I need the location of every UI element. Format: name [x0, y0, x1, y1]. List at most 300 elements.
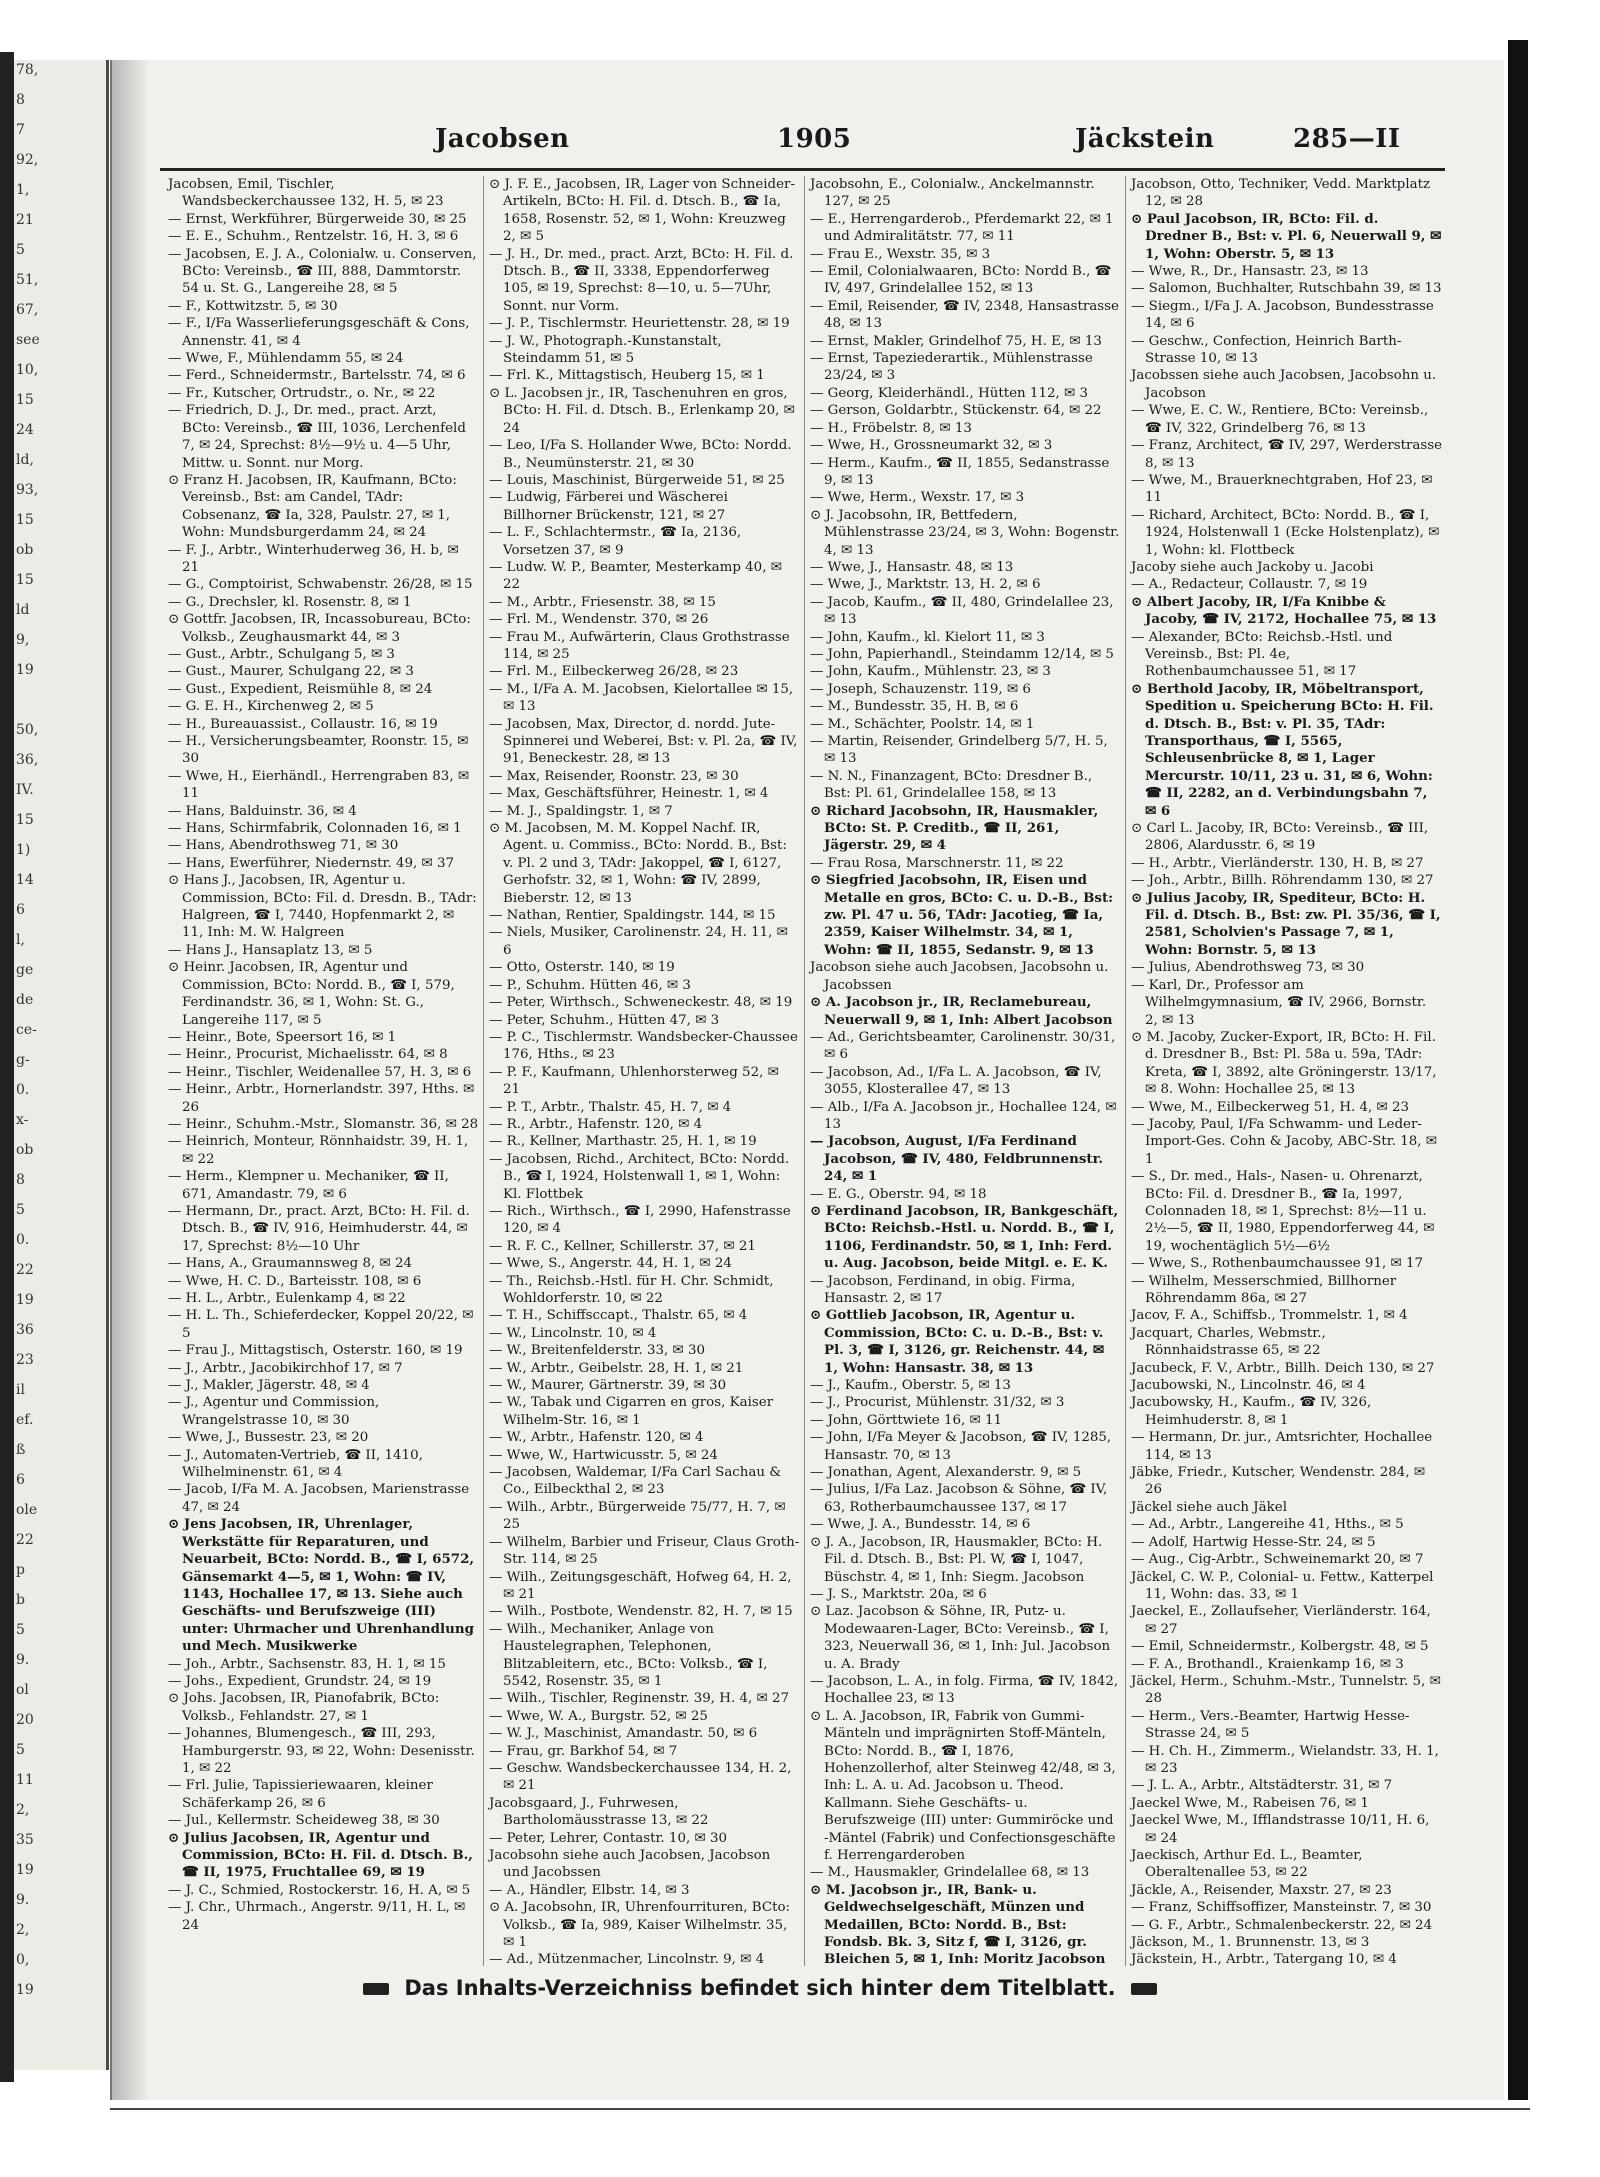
directory-entry: — Franz, Schiffsoffizer, Mansteinstr. 7, ✉ 30 — [1131, 1900, 1432, 1916]
directory-entry: — L. F., Schlachtermstr., ☎ Ia, 2136, Vorsetzen 37, ✉ 9 — [489, 525, 742, 558]
directory-entry: — Wwe, S., Rothenbaumchaussee 91, ✉ 17 — [1131, 1256, 1423, 1272]
directory-entry: ⊙ Richard Jacobsohn, IR, Hausmakler, BCto: St. P. Creditb., ☎ II, 261, Jägerstr. 29, ✉ 4 — [810, 802, 1099, 854]
edge-fragment: IV. — [16, 782, 34, 798]
directory-entry: Jäckle, A., Reisender, Maxstr. 27, ✉ 23 — [1131, 1882, 1392, 1898]
directory-entry: — Louis, Maschinist, Bürgerweide 51, ✉ 25 — [489, 472, 785, 488]
directory-entry: — G., Comptoirist, Schwabenstr. 26/28, ✉ 15 — [168, 577, 473, 593]
directory-entry: — Ludw. W. P., Beamter, Mesterkamp 40, ✉ 22 — [489, 559, 782, 593]
directory-entry: Jaeckel Wwe, M., Rabeisen 76, ✉ 1 — [1131, 1795, 1369, 1811]
directory-entry: — Gerson, Goldarbtr., Stückenstr. 64, ✉ 22 — [810, 403, 1102, 419]
directory-entry: Jaeckel, E., Zollaufseher, Vierländerstr. 164, ✉ 27 — [1131, 1604, 1431, 1637]
directory-entry: Jäckson, M., 1. Brunnenstr. 13, ✉ 3 — [1131, 1935, 1370, 1951]
edge-fragment: ol — [16, 1682, 29, 1698]
edge-fragment: 14 — [16, 872, 34, 888]
directory-entry: — R., Kellner, Marthastr. 25, H. 1, ✉ 19 — [489, 1134, 757, 1150]
directory-entry: Jaeckel Wwe, M., Ifflandstrasse 10/11, H. 6, ✉ 24 — [1131, 1813, 1430, 1846]
directory-entry: — Siegm., I/Fa J. A. Jacobson, Bundesstrasse 14, ✉ 6 — [1131, 298, 1434, 332]
directory-entry: — F., I/Fa Wasserlieferungsgeschäft & Cons, Annenstr. 41, ✉ 4 — [168, 316, 470, 349]
directory-entry: — Jacobsen, Waldemar, I/Fa Carl Sachau & Co., Eilbeckthal 2, ✉ 23 — [489, 1465, 782, 1498]
directory-entry: — W., Arbtr., Geibelstr. 28, H. 1, ✉ 21 — [489, 1360, 744, 1376]
directory-entry: — Hans, Ewerführer, Niedernstr. 49, ✉ 37 — [168, 855, 455, 871]
directory-entry: — P. C., Tischlermstr. Wandsbecker-Chaussee 176, Hths., ✉ 23 — [489, 1029, 798, 1063]
directory-entry: — Frl. M., Wendenstr. 370, ✉ 26 — [489, 612, 709, 628]
directory-entry: — John, Kaufm., Mühlenstr. 23, ✉ 3 — [810, 664, 1051, 680]
directory-entry: — H. L., Arbtr., Eulenkamp 4, ✉ 22 — [168, 1291, 406, 1306]
directory-entry: ⊙ Ferdinand Jacobson, IR, Bankgeschäft, BCto: Reichsb.-Hstl. u. Nordd. B., ☎ I, 1106, Ferdinandstr. 50, ✉ 1, Inh: Ferd. u. Aug. Jacobson, beide Mitgl. e. E. K. — [810, 1202, 1119, 1272]
directory-entry: — G. E. H., Kirchenweg 2, ✉ 5 — [168, 699, 374, 715]
directory-entry: — P. F., Kaufmann, Uhlenhorsterweg 52, ✉ 21 — [489, 1064, 779, 1098]
directory-entry: ⊙ Albert Jacoby, IR, I/Fa Knibbe & Jacoby, ☎ IV, 2172, Hochallee 75, ✉ 13 — [1131, 593, 1437, 628]
edge-fragment: 0. — [16, 1232, 30, 1248]
directory-entry: — M. J., Spaldingstr. 1, ✉ 7 — [489, 803, 673, 819]
directory-entry: — Julius, Abendrothsweg 73, ✉ 30 — [1131, 960, 1365, 976]
pointing-hand-icon — [1131, 1983, 1157, 1995]
directory-entry: Jäckel siehe auch Jäkel — [1131, 1499, 1287, 1515]
directory-entry: — H. L. Th., Schieferdecker, Koppel 20/22, ✉ 5 — [168, 1308, 474, 1341]
edge-fragment: 5 — [16, 1202, 25, 1218]
directory-entry: — Gust., Arbtr., Schulgang 5, ✉ 3 — [168, 646, 395, 662]
directory-entry: — Emil, Reisender, ☎ IV, 2348, Hansastrasse 48, ✉ 13 — [810, 298, 1119, 332]
directory-entry: — W., Tabak und Cigarren en gros, Kaiser Wilhelm-Str. 16, ✉ 1 — [489, 1395, 774, 1428]
edge-fragment: b — [16, 1592, 25, 1608]
edge-fragment: 78, — [16, 62, 39, 78]
directory-entry: — Wilhelm, Messerschmied, Billhorner Röhrendamm 86a, ✉ 27 — [1131, 1273, 1397, 1306]
directory-columns — [163, 176, 1448, 1966]
edge-fragment: 0. — [16, 1082, 30, 1098]
directory-entry: — Hermann, Dr. jur., Amtsrichter, Hochallee 114, ✉ 13 — [1131, 1430, 1433, 1463]
spine-shadow — [0, 52, 14, 2082]
directory-entry: ⊙ M. Jacobson jr., IR, Bank- u. Geldwechselgeschäft, Münzen und Medaillen, BCto: Nordd. B., Bst: Fondsb. Bk. 3, Sitz f, ☎ I, 3126, gr. Bleichen 5, ✉ 1, Inh: Moritz Jacobson — [810, 1881, 1106, 1966]
edge-fragment: g- — [16, 1052, 30, 1068]
directory-entry: — J., Arbtr., Jacobikirchhof 17, ✉ 7 — [168, 1360, 403, 1376]
directory-entry: ⊙ Paul Jacobson, IR, BCto: Fil. d. Dredner B., Bst: v. Pl. 6, Neuerwall 9, ✉ 1, Wohn: Oberstr. 5, ✉ 13 — [1131, 210, 1442, 262]
directory-entry: Jacoby siehe auch Jackoby u. Jacobi — [1131, 559, 1374, 575]
directory-entry: — Nathan, Rentier, Spaldingstr. 144, ✉ 15 — [489, 908, 776, 924]
edge-fragment: 24 — [16, 422, 34, 438]
footer-note — [310, 1976, 1210, 2006]
directory-entry: — Wwe, R., Dr., Hansastr. 23, ✉ 13 — [1131, 264, 1369, 280]
page-number: 285—II — [1293, 124, 1401, 154]
directory-entry: — J. Chr., Uhrmach., Angerstr. 9/11, H. L, ✉ 24 — [168, 1900, 466, 1933]
directory-entry: — Th., Reichsb.-Hstl. für H. Chr. Schmidt, Wohldorferstr. 10, ✉ 22 — [489, 1273, 774, 1306]
edge-fragment: 67, — [16, 302, 39, 318]
directory-entry: — Wwe, H. C. D., Barteisstr. 108, ✉ 6 — [168, 1273, 422, 1289]
edge-fragment: 2, — [16, 1802, 30, 1818]
edge-fragment: 5 — [16, 242, 25, 258]
directory-entry: — John, Papierhandl., Steindamm 12/14, ✉ 5 — [810, 646, 1114, 662]
directory-entry: — G., Drechsler, kl. Rosenstr. 8, ✉ 1 — [168, 594, 412, 610]
edge-fragment: ge — [16, 962, 34, 978]
directory-entry: — Geschw. Wandsbeckerchaussee 134, H. 2, ✉ 21 — [489, 1760, 792, 1794]
directory-entry: Jäckel, Herm., Schuhm.-Mstr., Tunnelstr. 5, ✉ 28 — [1131, 1673, 1441, 1707]
directory-entry: Jäckstein, H., Arbtr., Tatergang 10, ✉ 4 — [1131, 1952, 1397, 1966]
directory-entry: ⊙ Jens Jacobsen, IR, Uhrenlager, Werkstätte für Reparaturen, und Neuarbeit, BCto: Nordd. B., ☎ I, 6572, Gänsemarkt 4—5, ✉ 1, Wohn: ☎ IV, 1143, Hochallee 17, ✉ 13. Siehe auch Geschäfts- und Berufszweige (III) unter: Uhrmacher und Uhrenhandlung und Mech. Musikwerke — [168, 1516, 475, 1655]
directory-entry: Jacubowski, N., Lincolnstr. 46, ✉ 4 — [1131, 1378, 1366, 1394]
edge-fragment: 9. — [16, 1892, 30, 1908]
directory-entry: Jacobson siehe auch Jacobsen, Jacobsohn u. Jacobssen — [810, 960, 1109, 993]
directory-entry: ⊙ M. Jacobsen, M. M. Koppel Nachf. IR, Agent. u. Commiss., BCto: Nordd. B., Bst: v. Pl. 2 und 3, TAdr: Jakoppel, ☎ I, 6127, Gerhofstr. 32, ✉ 1, Wohn: ☎ IV, 2899, Bieberstr. 12, ✉ 13 — [489, 821, 787, 906]
edge-fragment: 9, — [16, 632, 30, 648]
directory-entry: — Leo, I/Fa S. Hollander Wwe, BCto: Nordd. B., Neumünsterstr. 21, ✉ 30 — [489, 438, 792, 471]
directory-entry: — J. W., Photograph.-Kunstanstalt, Steindamm 51, ✉ 5 — [489, 333, 722, 367]
directory-entry: — Niels, Musiker, Carolinenstr. 24, H. 11, ✉ 6 — [489, 925, 788, 958]
directory-entry: Jacov, F. A., Schiffsb., Trommelstr. 1, ✉ 4 — [1131, 1308, 1408, 1324]
directory-entry: ⊙ Gottfr. Jacobsen, IR, Incassobureau, BCto: Volksb., Zeughausmarkt 44, ✉ 3 — [168, 612, 471, 645]
directory-entry: — Jacobson, Ferdinand, in obig. Firma, Hansastr. 2, ✉ 17 — [810, 1273, 1076, 1306]
directory-entry: — Hans, Abendrothsweg 71, ✉ 30 — [168, 838, 399, 854]
directory-entry: — Jacoby, Paul, I/Fa Schwamm- und Leder-Import-Ges. Cohn & Jacoby, ABC-Str. 18, ✉ 1 — [1131, 1116, 1438, 1167]
edge-fragment: ce- — [16, 1022, 37, 1038]
directory-entry: — Joseph, Schauzenstr. 119, ✉ 6 — [810, 681, 1031, 697]
directory-entry: — Peter, Schuhm., Hütten 47, ✉ 3 — [489, 1012, 720, 1028]
directory-entry: — Hermann, Dr., pract. Arzt, BCto: H. Fil. d. Dtsch. B., ☎ IV, 916, Heimhuderstr. 44, ✉ 17, Sprechst: 8½—10 Uhr — [168, 1203, 470, 1254]
directory-entry: — Geschw., Confection, Heinrich Barth-Strasse 10, ✉ 13 — [1131, 333, 1402, 367]
directory-entry: — W., Breitenfelderstr. 33, ✉ 30 — [489, 1343, 706, 1359]
edge-fragment: 92, — [16, 152, 39, 168]
directory-entry: — Ferd., Schneidermstr., Bartelsstr. 74, ✉ 6 — [168, 368, 466, 384]
edge-fragment: 0, — [16, 1952, 30, 1968]
directory-entry: — M., Hausmakler, Grindelallee 68, ✉ 13 — [810, 1865, 1090, 1881]
directory-entry: — T. H., Schiffsccapt., Thalstr. 65, ✉ 4 — [489, 1308, 748, 1324]
edge-fragment: 93, — [16, 482, 39, 498]
directory-entry: — Julius, I/Fa Laz. Jacobson & Söhne, ☎ IV, 63, Rotherbaumchaussee 137, ✉ 17 — [810, 1482, 1108, 1515]
directory-entry: — J. H., Dr. med., pract. Arzt, BCto: H. Fil. d. Dtsch. B., ☎ II, 3338, Eppendorferweg 105, ✉ 19, Sprechst: 8—10, u. 5—7Uhr, Sonnt. nur Vorm. — [489, 246, 794, 314]
directory-entry: — Emil, Colonialwaaren, BCto: Nordd B., ☎ IV, 497, Grindelallee 152, ✉ 13 — [810, 264, 1112, 297]
directory-entry: — H. Ch. H., Zimmerm., Wielandstr. 33, H. 1, ✉ 23 — [1131, 1743, 1439, 1776]
directory-entry: — Frau J., Mittagstisch, Osterstr. 160, ✉ 19 — [168, 1343, 463, 1359]
edge-fragment: 15 — [16, 512, 34, 528]
directory-entry: — Ad., Arbtr., Langereihe 41, Hths., ✉ 5 — [1131, 1517, 1404, 1533]
directory-entry: — Otto, Osterstr. 140, ✉ 19 — [489, 960, 675, 976]
directory-entry: — Heinr., Procurist, Michaelisstr. 64, ✉ 8 — [168, 1047, 448, 1063]
edge-fragment: 11 — [16, 1772, 34, 1788]
directory-entry: — R. F. C., Kellner, Schillerstr. 37, ✉ 21 — [489, 1238, 756, 1254]
directory-entry: — Wilh., Mechaniker, Anlage von Haustelegraphen, Telephonen, Blitzableitern, etc., BCto: Volksb., ☎ I, 5542, Rosenstr. 35, ✉ 1 — [489, 1621, 768, 1689]
edge-fragment: 22 — [16, 1262, 34, 1278]
directory-entry: — H., Arbtr., Vierländerstr. 130, H. B, ✉ 27 — [1131, 855, 1424, 871]
directory-entry: — Wwe, M., Brauerknechtgraben, Hof 23, ✉ 11 — [1131, 472, 1433, 506]
directory-entry: — Max, Reisender, Roonstr. 23, ✉ 30 — [489, 768, 739, 784]
header-last-entry: Jäckstein — [1075, 124, 1215, 154]
directory-entry: Jacobson, Otto, Techniker, Vedd. Marktplatz 12, ✉ 28 — [1131, 177, 1431, 210]
directory-entry: — Wwe, W., Hartwicusstr. 5, ✉ 24 — [489, 1447, 718, 1463]
edge-fragment: 1, — [16, 182, 30, 198]
directory-entry: — Jacobson, L. A., in folg. Firma, ☎ IV, 1842, Hochallee 23, ✉ 13 — [810, 1673, 1119, 1707]
edge-fragment: 10, — [16, 362, 39, 378]
edge-fragment: 22 — [16, 1532, 34, 1548]
edge-fragment: 19 — [16, 1292, 34, 1308]
directory-entry: — R., Arbtr., Hafenstr. 120, ✉ 4 — [489, 1116, 703, 1132]
directory-entry: Jaeckisch, Arthur Ed. L., Beamter, Oberaltenallee 53, ✉ 22 — [1131, 1848, 1363, 1881]
directory-entry: — W., Arbtr., Hafenstr. 120, ✉ 4 — [489, 1430, 704, 1446]
directory-entry: ⊙ Hans J., Jacobsen, IR, Agentur u. Commission, BCto: Fil. d. Dresdn. B., TAdr: Halgreen, ☎ I, 7440, Hopfenmarkt 2, ✉ 11, Inh: M. W. Halgreen — [168, 873, 477, 941]
directory-entry: — H., Versicherungsbeamter, Roonstr. 15, ✉ 30 — [168, 734, 469, 767]
directory-entry: — John, I/Fa Meyer & Jacobson, ☎ IV, 1285, Hansastr. 70, ✉ 13 — [810, 1430, 1112, 1463]
directory-entry: — Hans, Schirmfabrik, Colonnaden 16, ✉ 1 — [168, 821, 462, 837]
directory-entry: — Alexander, BCto: Reichsb.-Hstl. und Vereinsb., Bst: Pl. 4e, Rothenbaumchaussee 51, ✉ 17 — [1131, 629, 1393, 680]
column-2 — [484, 176, 805, 1966]
directory-entry: — Gust., Expedient, Reismühle 8, ✉ 24 — [168, 681, 433, 697]
directory-entry: — Joh., Arbtr., Billh. Röhrendamm 130, ✉ 27 — [1131, 873, 1434, 889]
directory-entry: — Peter, Wirthsch., Schweneckestr. 48, ✉ 19 — [489, 995, 793, 1011]
directory-entry: — Wwe, J. A., Bundesstr. 14, ✉ 6 — [810, 1517, 1031, 1533]
directory-entry: — Martin, Reisender, Grindelberg 5/7, H. 5, ✉ 13 — [810, 734, 1108, 767]
directory-entry: — J., Kaufm., Oberstr. 5, ✉ 13 — [810, 1378, 1011, 1394]
edge-fragment — [14, 690, 106, 720]
directory-entry: — N. N., Finanzagent, BCto: Dresdner B., Bst: Pl. 61, Grindelallee 158, ✉ 13 — [810, 768, 1093, 802]
directory-entry: — Jacobsen, Max, Director, d. nordd. Jute-Spinnerei und Weberei, Bst: v. Pl. 2a, ☎ IV, 91, Beneckestr. 28, ✉ 13 — [489, 716, 798, 767]
directory-entry: — J., Agentur und Commission, Wrangelstrasse 10, ✉ 30 — [168, 1395, 380, 1428]
edge-fragment: il — [16, 1382, 25, 1398]
directory-entry: — Frl. M., Eilbeckerweg 26/28, ✉ 23 — [489, 664, 739, 680]
column-3 — [805, 176, 1126, 1966]
directory-entry: — J., Procurist, Mühlenstr. 31/32, ✉ 3 — [810, 1395, 1065, 1411]
directory-entry: — E. G., Oberstr. 94, ✉ 18 — [810, 1186, 987, 1202]
edge-fragment: de — [16, 992, 34, 1008]
edge-fragment: 36 — [16, 1322, 34, 1338]
directory-entry: — Herm., Kaufm., ☎ II, 1855, Sedanstrasse 9, ✉ 13 — [810, 455, 1110, 488]
directory-entry: Jäbke, Friedr., Kutscher, Wendenstr. 284, ✉ 26 — [1131, 1465, 1426, 1498]
previous-page-edge — [14, 60, 109, 2070]
edge-fragment: see — [16, 332, 40, 348]
directory-entry: — Jonathan, Agent, Alexanderstr. 9, ✉ 5 — [810, 1465, 1082, 1481]
directory-entry: — W. J., Maschinist, Amandastr. 50, ✉ 6 — [489, 1726, 758, 1742]
directory-entry: — Wwe, Herm., Wexstr. 17, ✉ 3 — [810, 490, 1025, 506]
directory-entry: — Wwe, S., Angerstr. 44, H. 1, ✉ 24 — [489, 1256, 732, 1272]
scan-border — [1508, 40, 1528, 2100]
directory-entry: Jacobsohn siehe auch Jacobsen, Jacobson und Jacobssen — [489, 1848, 771, 1881]
directory-entry: — John, Kaufm., kl. Kielort 11, ✉ 3 — [810, 629, 1045, 645]
directory-entry: — Alb., I/Fa A. Jacobson jr., Hochallee 124, ✉ 13 — [810, 1099, 1117, 1132]
edge-fragment: 5 — [16, 1742, 25, 1758]
directory-entry: — Ernst, Makler, Grindelhof 75, H. E, ✉ 13 — [810, 333, 1102, 349]
directory-entry: — Frau E., Wexstr. 35, ✉ 3 — [810, 246, 991, 262]
edge-fragment: 15 — [16, 392, 34, 408]
directory-entry: — F. A., Brothandl., Kraienkamp 16, ✉ 3 — [1131, 1656, 1404, 1672]
directory-entry: — Jacob, I/Fa M. A. Jacobsen, Marienstrasse 47, ✉ 24 — [168, 1482, 470, 1515]
directory-entry: — Max, Geschäftsführer, Heinestr. 1, ✉ 4 — [489, 786, 769, 802]
directory-entry: ⊙ J. A., Jacobson, IR, Hausmakler, BCto: H. Fil. d. Dtsch. B., Bst: Pl. W, ☎ I, 1047, Büschstr. 4, ✉ 1, Inh: Siegm. Jacobson — [810, 1534, 1103, 1585]
binding-shadow — [110, 60, 150, 2100]
edge-fragment: ef. — [16, 1412, 34, 1428]
directory-entry: — G. F., Arbtr., Schmalenbeckerstr. 22, ✉ 24 — [1131, 1917, 1433, 1933]
directory-entry: — Ad., Mützenmacher, Lincolnstr. 9, ✉ 4 — [489, 1952, 765, 1966]
directory-entry: — Jacobsen, E. J. A., Colonialw. u. Conserven, BCto: Vereinsb., ☎ III, 888, Dammtorstr. 54 u. St. G., Langereihe 28, ✉ 5 — [168, 246, 477, 297]
directory-entry: — M., Arbtr., Friesenstr. 38, ✉ 15 — [489, 594, 716, 610]
directory-entry: — P., Schuhm. Hütten 46, ✉ 3 — [489, 977, 691, 993]
directory-entry: ⊙ Laz. Jacobson & Söhne, IR, Putz- u. Modewaaren-Lager, BCto: Vereinsb., ☎ I, 323, Neuerwall 36, ✉ 1, Inh: Jul. Jacobson u. A. Brady — [810, 1604, 1111, 1672]
directory-entry: — Frl. Julie, Tapissieriewaaren, kleiner Schäferkamp 26, ✉ 6 — [168, 1778, 433, 1811]
directory-entry: — Emil, Schneidermstr., Kolbergstr. 48, ✉ 5 — [1131, 1639, 1429, 1655]
edge-fragment: 6 — [16, 902, 25, 918]
directory-entry: ⊙ Heinr. Jacobsen, IR, Agentur und Commission, BCto: Nordd. B., ☎ I, 579, Ferdinandstr. 36, ✉ 1, Wohn: St. G., Langereihe 117, ✉ 5 — [168, 960, 455, 1028]
directory-entry: — Frau Rosa, Marschnerstr. 11, ✉ 22 — [810, 855, 1064, 871]
directory-entry: ⊙ Carl L. Jacoby, IR, BCto: Vereinsb., ☎ III, 2806, Alardusstr. 6, ✉ 19 — [1131, 821, 1429, 854]
directory-entry: — Herm., Klempner u. Mechaniker, ☎ II, 671, Amandastr. 79, ✉ 6 — [168, 1169, 449, 1202]
directory-entry: ⊙ Johs. Jacobsen, IR, Pianofabrik, BCto: Volksb., Fehlandstr. 27, ✉ 1 — [168, 1691, 440, 1724]
directory-entry: ⊙ Julius Jacobsen, IR, Agentur und Commission, BCto: H. Fil. d. Dtsch. B., ☎ II, 1975, Fruchtallee 69, ✉ 19 — [168, 1829, 473, 1881]
directory-entry: — Ernst, Tapeziederartik., Mühlenstrasse 23/24, ✉ 3 — [810, 351, 1093, 384]
directory-entry: ⊙ Franz H. Jacobsen, IR, Kaufmann, BCto: Vereinsb., Bst: am Candel, TAdr: Cobsenanz, ☎ Ia, 328, Paulstr. 27, ✉ 1, Wohn: Mundsburgerdamm 24, ✉ 24 — [168, 472, 457, 541]
directory-entry: — Wwe, J., Bussestr. 23, ✉ 20 — [168, 1430, 369, 1446]
edge-fragment: ld — [16, 602, 30, 618]
header-first-entry: Jacobsen — [435, 124, 570, 154]
directory-entry: — Heinr., Arbtr., Hornerlandstr. 397, Hths. ✉ 26 — [168, 1082, 475, 1115]
directory-entry: — Heinrich, Monteur, Rönnhaidstr. 39, H. 1, ✉ 22 — [168, 1134, 469, 1167]
edge-fragment: ld, — [16, 452, 34, 468]
column-1 — [163, 176, 484, 1966]
directory-entry: ⊙ Julius Jacoby, IR, Spediteur, BCto: H. Fil. d. Dtsch. B., Bst: zw. Pl. 35/36, ☎ I, 2581, Scholvien's Passage 7, ✉ 1, Wohn: Bornstr. 5, ✉ 13 — [1131, 889, 1441, 958]
edge-fragment: 6 — [16, 1472, 25, 1488]
directory-entry: — Heinr., Schuhm.-Mstr., Slomanstr. 36, ✉ 28 — [168, 1116, 479, 1132]
directory-entry: — Rich., Wirthsch., ☎ I, 2990, Hafenstrasse 120, ✉ 4 — [489, 1203, 791, 1237]
directory-entry: — Aug., Cig-Arbtr., Schweinemarkt 20, ✉ 7 — [1131, 1552, 1424, 1568]
directory-entry: — Karl, Dr., Professor am Wilhelmgymnasium, ☎ IV, 2966, Bornstr. 2, ✉ 13 — [1131, 977, 1427, 1028]
directory-entry: — W., Maurer, Gärtnerstr. 39, ✉ 30 — [489, 1378, 727, 1394]
directory-entry: — Hans, Balduinstr. 36, ✉ 4 — [168, 803, 357, 819]
directory-entry: — Johannes, Blumengesch., ☎ III, 293, Hamburgerstr. 93, ✉ 22, Wohn: Desenisstr. 1, ✉ 22 — [168, 1726, 475, 1776]
directory-entry: — Richard, Architect, BCto: Nordd. B., ☎ I, 1924, Holstenwall 1 (Ecke Holstenplatz), ✉ 1, Wohn: kl. Flottbeck — [1131, 507, 1440, 558]
directory-entry: Jäckel, C. W. P., Colonial- u. Fettw., Katterpel 11, Wohn: das. 33, ✉ 1 — [1131, 1569, 1434, 1602]
directory-entry: ⊙ M. Jacoby, Zucker-Export, IR, BCto: H. Fil. d. Dresdner B., Bst: Pl. 58a u. 59a, TAdr: Kreta, ☎ I, 3892, alte Gröningerstr. 13/17, ✉ 8. Wohn: Hochallee 25, ✉ 13 — [1131, 1029, 1437, 1098]
directory-entry: — H., Bureauassist., Collaustr. 16, ✉ 19 — [168, 716, 438, 732]
directory-entry: — J. P., Tischlermstr. Heuriettenstr. 28, ✉ 19 — [489, 316, 790, 332]
scan-bottom-edge — [110, 2108, 1530, 2110]
directory-entry: — Frau M., Aufwärterin, Claus Grothstrasse 114, ✉ 25 — [489, 629, 790, 662]
directory-entry: — J. L. A., Arbtr., Altstädterstr. 31, ✉ 7 — [1131, 1778, 1393, 1794]
directory-entry: — Wwe, W. A., Burgstr. 52, ✉ 25 — [489, 1708, 708, 1724]
directory-entry: — Salomon, Buchhalter, Rutschbahn 39, ✉ 13 — [1131, 281, 1442, 297]
edge-fragment: l, — [16, 932, 25, 948]
directory-entry: — Wwe, F., Mühlendamm 55, ✉ 24 — [168, 351, 404, 367]
edge-fragment: 19 — [16, 662, 34, 678]
directory-entry: — Hans, A., Graumannsweg 8, ✉ 24 — [168, 1256, 413, 1272]
directory-entry: — H., Fröbelstr. 8, ✉ 13 — [810, 420, 972, 436]
directory-entry: — Joh., Arbtr., Sachsenstr. 83, H. 1, ✉ 15 — [168, 1656, 446, 1672]
edge-fragment: ob — [16, 542, 34, 558]
directory-entry: — Frau, gr. Barkhof 54, ✉ 7 — [489, 1743, 678, 1759]
directory-entry: — Wilhelm, Barbier und Friseur, Claus Groth-Str. 114, ✉ 25 — [489, 1534, 800, 1568]
edge-fragment: 8 — [16, 92, 25, 108]
directory-entry: — Gust., Maurer, Schulgang 22, ✉ 3 — [168, 664, 414, 680]
directory-entry: — Jul., Kellermstr. Scheideweg 38, ✉ 30 — [168, 1813, 440, 1829]
directory-entry: — J., Automaten-Vertrieb, ☎ II, 1410, Wilhelminenstr. 61, ✉ 4 — [168, 1447, 423, 1481]
edge-fragment: 5 — [16, 1622, 25, 1638]
edge-fragment: 51, — [16, 272, 39, 288]
directory-entry: Jacubowsky, H., Kaufm., ☎ IV, 326, Heimhuderstr. 8, ✉ 1 — [1131, 1395, 1372, 1428]
edge-fragment: 8 — [16, 1172, 25, 1188]
directory-entry: — Ernst, Werkführer, Bürgerweide 30, ✉ 25 — [168, 211, 467, 227]
directory-entry: ⊙ L. A. Jacobson, IR, Fabrik von Gummi-Mänteln und imprägnirten Stoff-Mänteln, BCto: Nordd. B., ☎ I, 1876, Hohenzollerhof, alter Steinweg 42/48, ✉ 3, Inh: L. A. u. Ad. Jacobson u. Theod. Kallmann. Siehe Geschäfts- u. Berufszweige (III) unter: Gummiröcke und -Mäntel (Fabrik) und Confectionsgeschäfte f. Herrengarderoben — [810, 1708, 1116, 1863]
directory-entry: — A., Redacteur, Collaustr. 7, ✉ 19 — [1131, 577, 1368, 593]
directory-entry: — J., Makler, Jägerstr. 48, ✉ 4 — [168, 1378, 370, 1394]
directory-entry: — Wilh., Tischler, Reginenstr. 39, H. 4, ✉ 27 — [489, 1691, 790, 1707]
directory-entry: — Wilh., Arbtr., Bürgerweide 75/77, H. 7, ✉ 25 — [489, 1499, 786, 1533]
directory-entry: — Fr., Kutscher, Ortrudstr., o. Nr., ✉ 22 — [168, 385, 436, 401]
directory-entry: Jacobsohn, E., Colonialw., Anckelmannstr. 127, ✉ 25 — [810, 177, 1095, 210]
directory-entry: — Wilh., Postbote, Wendenstr. 82, H. 7, ✉ 15 — [489, 1604, 793, 1620]
edge-fragment: 9. — [16, 1652, 30, 1668]
directory-entry: Jacquart, Charles, Webmstr., Rönnhaidstrasse 65, ✉ 22 — [1131, 1325, 1326, 1359]
directory-entry: — Johs., Expedient, Grundstr. 24, ✉ 19 — [168, 1673, 432, 1689]
directory-entry: Jacobsen, Emil, Tischler, Wandsbeckerchaussee 132, H. 5, ✉ 23 — [168, 177, 444, 210]
directory-entry: Jacobssen siehe auch Jacobsen, Jacobsohn u. Jacobson — [1131, 368, 1437, 401]
header-rule — [160, 168, 1445, 171]
directory-entry: — Jacobson, Ad., I/Fa L. A. Jacobson, ☎ IV, 3055, Klosterallee 47, ✉ 13 — [810, 1064, 1102, 1098]
directory-entry: ⊙ Berthold Jacoby, IR, Möbeltransport, Spedition u. Speicherung BCto: H. Fil. d. Dtsch. B., Bst: v. Pl. 35, TAdr: Transporthaus, ☎ I, 5565, Schleusenbrücke 8, ✉ 1, Lager Mercurstr. 10/11, 23 u. 31, ✉ 6, Wohn: ☎ II, 2282, an d. Verbindungsbahn 7, ✉ 6 — [1131, 680, 1434, 819]
directory-entry: Jacobsgaard, J., Fuhrwesen, Bartholomäusstrasse 13, ✉ 22 — [489, 1795, 709, 1829]
directory-entry: Jacubeck, F. V., Arbtr., Billh. Deich 130, ✉ 27 — [1131, 1360, 1435, 1376]
edge-fragment: p — [16, 1562, 25, 1578]
page-header — [165, 124, 1440, 168]
edge-fragment: ole — [16, 1502, 38, 1518]
edge-fragment: x- — [16, 1112, 29, 1128]
directory-entry: — P. T., Arbtr., Thalstr. 45, H. 7, ✉ 4 — [489, 1099, 732, 1115]
directory-entry: — F. J., Arbtr., Winterhuderweg 36, H. b, ✉ 21 — [168, 542, 459, 575]
directory-entry: — Jacobson, August, I/Fa Ferdinand Jacobson, ☎ IV, 480, Feldbrunnenstr. 24, ✉ 1 — [810, 1133, 1104, 1185]
directory-entry: — Wwe, H., Grossneumarkt 32, ✉ 3 — [810, 438, 1053, 454]
directory-entry: ⊙ Siegfried Jacobsohn, IR, Eisen und Metalle en gros, BCto: C. u. D.-B., Bst: zw. Pl. 47 u. 56, TAdr: Jacotieg, ☎ Ia, 2359, Kaiser Wilhelmstr. 34, ✉ 1, Wohn: ☎ II, 1855, Sedanstr. 9, ✉ 13 — [810, 872, 1114, 958]
directory-entry: — Heinr., Tischler, Weidenallee 57, H. 3, ✉ 6 — [168, 1064, 472, 1080]
directory-entry: — Wwe, M., Eilbeckerweg 51, H. 4, ✉ 23 — [1131, 1099, 1410, 1115]
edge-fragment: 35 — [16, 1832, 34, 1848]
edge-fragment: 15 — [16, 812, 34, 828]
directory-entry: — Friedrich, D. J., Dr. med., pract. Arzt, BCto: Vereinsb., ☎ III, 1036, Lerchenfeld 7, ✉ 24, Sprechst: 8½—9½ u. 4—5 Uhr, Mittw. u. Sonnt. nur Morg. — [168, 403, 466, 471]
directory-entry: — John, Görttwiete 16, ✉ 11 — [810, 1412, 1003, 1428]
edge-fragment: 19 — [16, 1862, 34, 1878]
directory-entry: — F., Kottwitzstr. 5, ✉ 30 — [168, 298, 338, 314]
edge-fragment: 21 — [16, 212, 34, 228]
directory-entry: — Georg, Kleiderhändl., Hütten 112, ✉ 3 — [810, 385, 1088, 401]
directory-entry: — Herm., Vers.-Beamter, Hartwig Hesse-Strasse 24, ✉ 5 — [1131, 1708, 1410, 1742]
directory-entry: — J. C., Schmied, Rostockerstr. 16, H. A, ✉ 5 — [168, 1882, 471, 1898]
directory-entry: — Jacobsen, Richd., Architect, BCto: Nordd. B., ☎ I, 1924, Holstenwall 1, ✉ 1, Wohn: Kl. Flottbek — [489, 1151, 790, 1202]
directory-entry: ⊙ A. Jacobson jr., IR, Reclamebureau, Neuerwall 9, ✉ 1, Inh: Albert Jacobson — [810, 994, 1113, 1028]
directory-entry: — Jacob, Kaufm., ☎ II, 480, Grindelallee 23, ✉ 13 — [810, 594, 1114, 628]
edge-fragment: 7 — [16, 122, 25, 138]
directory-entry: — Wilh., Zeitungsgeschäft, Hofweg 64, H. 2, ✉ 21 — [489, 1569, 792, 1602]
directory-entry: — M., Bundesstr. 35, H. B, ✉ 6 — [810, 699, 1019, 715]
directory-entry: ⊙ L. Jacobsen jr., IR, Taschenuhren en gros, BCto: H. Fil. d. Dtsch. B., Erlenkamp 20, ✉ 24 — [489, 385, 795, 436]
directory-entry: — Wwe, H., Eierhändl., Herrengraben 83, ✉ 11 — [168, 768, 470, 802]
edge-fragment: 15 — [16, 572, 34, 588]
column-4 — [1126, 176, 1447, 1966]
directory-entry: — Wwe, E. C. W., Rentiere, BCto: Vereinsb., ☎ IV, 322, Grindelberg 76, ✉ 13 — [1131, 403, 1429, 436]
edge-fragment: 20 — [16, 1712, 34, 1728]
footer-text: Das Inhalts-Verzeichniss befindet sich hinter dem Titelblatt. — [404, 1976, 1116, 2000]
edge-fragment: 1) — [16, 842, 31, 858]
directory-entry: — Ludwig, Färberei und Wäscherei Billhorner Brückenstr, 121, ✉ 27 — [489, 490, 728, 523]
edge-fragment: ß — [16, 1442, 26, 1458]
directory-entry: — J. S., Marktstr. 20a, ✉ 6 — [810, 1586, 987, 1602]
edge-fragment: 2, — [16, 1922, 30, 1938]
directory-entry: — Frl. K., Mittagstisch, Heuberg 15, ✉ 1 — [489, 368, 765, 384]
directory-entry: — M., Schächter, Poolstr. 14, ✉ 1 — [810, 716, 1035, 732]
edge-fragment: 36, — [16, 752, 39, 768]
directory-entry: — Ad., Gerichtsbeamter, Carolinenstr. 30/31, ✉ 6 — [810, 1029, 1116, 1063]
directory-entry: ⊙ A. Jacobsohn, IR, Uhrenfourrituren, BCto: Volksb., ☎ Ia, 989, Kaiser Wilhelmstr. 35, ✉ 1 — [489, 1900, 791, 1951]
directory-entry: ⊙ J. Jacobsohn, IR, Bettfedern, Mühlenstrasse 23/24, ✉ 3, Wohn: Bogenstr. 4, ✉ 13 — [810, 507, 1120, 558]
directory-entry: — A., Händler, Elbstr. 14, ✉ 3 — [489, 1882, 690, 1898]
directory-entry: — Adolf, Hartwig Hesse-Str. 24, ✉ 5 — [1131, 1534, 1376, 1550]
directory-entry: — E., Herrengarderob., Pferdemarkt 22, ✉ 1 und Admiralitätstr. 77, ✉ 11 — [810, 211, 1114, 245]
edge-fragment: 23 — [16, 1352, 34, 1368]
directory-entry: ⊙ Gottlieb Jacobson, IR, Agentur u. Commission, BCto: C. u. D.-B., Bst: v. Pl. 3, ☎ I, 3126, gr. Reichenstr. 44, ✉ 1, Wohn: Hansastr. 38, ✉ 13 — [810, 1307, 1105, 1376]
directory-entry: — M., I/Fa A. M. Jacobsen, Kielortallee ✉ 15, ✉ 13 — [489, 681, 794, 715]
pointing-hand-icon — [363, 1983, 389, 1995]
directory-entry: — Peter, Lehrer, Contastr. 10, ✉ 30 — [489, 1830, 727, 1846]
directory-entry: ⊙ J. F. E., Jacobsen, IR, Lager von Schneider-Artikeln, BCto: H. Fil. d. Dtsch. B., ☎ Ia, 1658, Rosenstr. 52, ✉ 1, Wohn: Kreuzweg 2, ✉ 5 — [489, 177, 795, 245]
